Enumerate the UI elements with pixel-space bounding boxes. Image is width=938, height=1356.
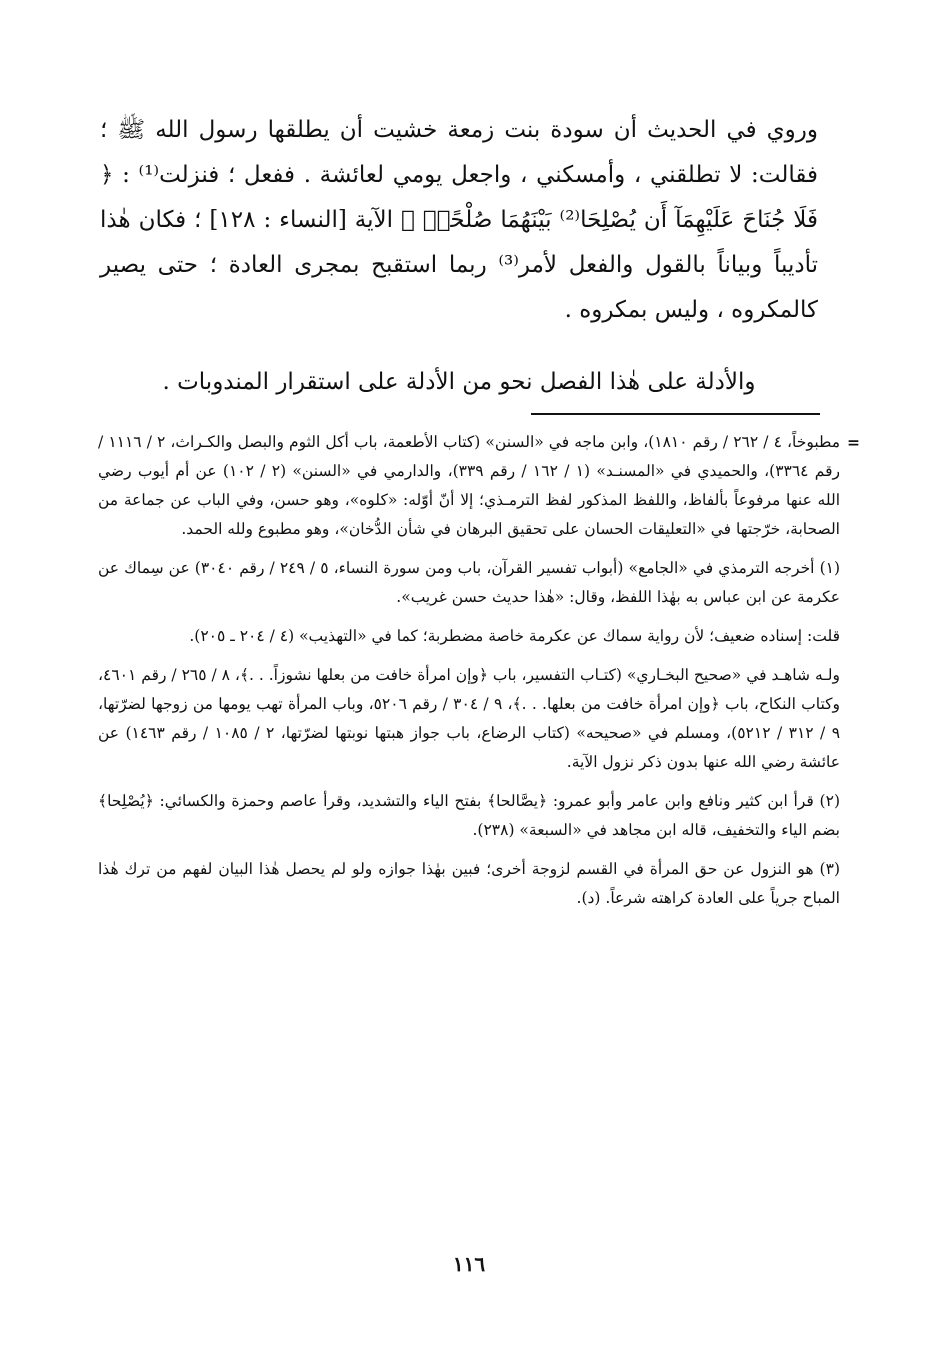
- page-number: ١١٦: [452, 1252, 486, 1276]
- footnote-continuation-text: مطبوخاً، ٤ / ٢٦٢ / رقم ١٨١٠)، وابن ماجه في «السنن» (كتاب الأطعمة، باب أكل الثوم والبصل والكـراث، ٢ / ١١١٦ / رقم ٣٣٦٤)، والحميدي في «المسنـد» (١ / ١٦٢ / رقم ٣٣٩)، والدارمي في «السنن» (٢ / ١٠٢) عن أم أيوب رضي الله عنها مرفوعاً بألفاظ، واللفظ المذكور لفظ الترمـذي؛ إلا أنّ أوّله: «كلوه»، وهو حسن، وفي الباب عن جماعة من الصحابة، خرّجتها في «التعليقات الحسان على تحقيق البرهان في شأن الدُّخان»، وهو مطبوع ولله الحمد.: [98, 433, 841, 538]
- continuation-mark: =: [847, 433, 860, 452]
- footnote-2: (٢) قرأ ابن كثير ونافع وابن عامر وأبو عمرو: ﴿يصَّالحا﴾ بفتح الياء والتشديد، وقرأ عاصم وحمزة والكسائي: ﴿يُصْلِحا﴾ بضم الياء والتخفيف، قاله ابن مجاهد في «السبعة» (٢٣٨).: [98, 792, 840, 839]
- footnote-continuation: [98, 428, 860, 544]
- main-paragraph: وروي في الحديث أن سودة بنت زمعة خشيت أن يطلقها رسول الله ﷺ ؛ فقالت: لا تطلقني ، وأمسكني ، واجعل يومي لعائشة . ففعل ؛ فنزلت⁽¹⁾ : ﴿ فَلَا جُنَاحَ عَلَيْهِمَآ أَن يُصْلِحَا⁽²⁾ بَيْنَهُمَا صُلْحًاۚ ﴾ الآية [النساء : ١٢٨] ؛ فكان هٰذا تأديباً وبياناً بالقول والفعل لأمر⁽³⁾ ربما استقبح بمجرى العادة ؛ حتى يصير كالمكروه ، وليس بمكروه .: [100, 117, 819, 323]
- footnote-1: (١) أخرجه الترمذي في «الجامع» (أبواب تفسير القرآن، باب ومن سورة النساء، ٥ / ٢٤٩ / رقم ٣٠٤٠) عن سِماك عن عكرمة عن ابن عباس به بهٰذا اللفظ، وقال: «هٰذا حديث حسن غريب».: [98, 559, 841, 606]
- closing-line: والأدلة على هٰذا الفصل نحو من الأدلة على استقرار المندوبات .: [162, 369, 756, 395]
- footnote-1-comment: قلت: إسناده ضعيف؛ لأن رواية سماك عن عكرمة خاصة مضطربة؛ كما في «التهذيب» (٤ / ٢٠٤ ـ ٢٠٥).: [189, 627, 840, 645]
- footnote-3: (٣) هو النزول عن حق المرأة في القسم لزوجة أخرى؛ فبين بهٰذا جوازه ولو لم يحصل هٰذا البيان لفهم من ترك هٰذا المباح جرياً على العادة كراهته شرعاً. (د).: [98, 860, 840, 907]
- footnotes: [98, 428, 860, 923]
- main-text: [100, 108, 818, 333]
- footnote-1-witness: ولـه شاهـد في «صحيح البخـاري» (كتـاب التفسير، باب ﴿وإن امرأة خافت من بعلها نشوزاً. . .﴾، ٨ / ٢٦٥ / رقم ٤٦٠١، وكتاب النكاح، باب ﴿وإن امرأة خافت من بعلها. . .﴾، ٩ / ٣٠٤ / رقم ٥٢٠٦، وباب المرأة تهب يومها من زوجها لضرّتها، ٩ / ٣١٢ / ٥٢١٢)، ومسلم في «صحيحه» (كتاب الرضاع، باب جواز هبتها نوبتها لضرّتها، ٢ / ١٠٨٥ / رقم ١٤٦٣) عن عائشة رضي الله عنها بدون ذكر نزول الآية.: [98, 666, 841, 771]
- footnote-separator: [531, 413, 820, 415]
